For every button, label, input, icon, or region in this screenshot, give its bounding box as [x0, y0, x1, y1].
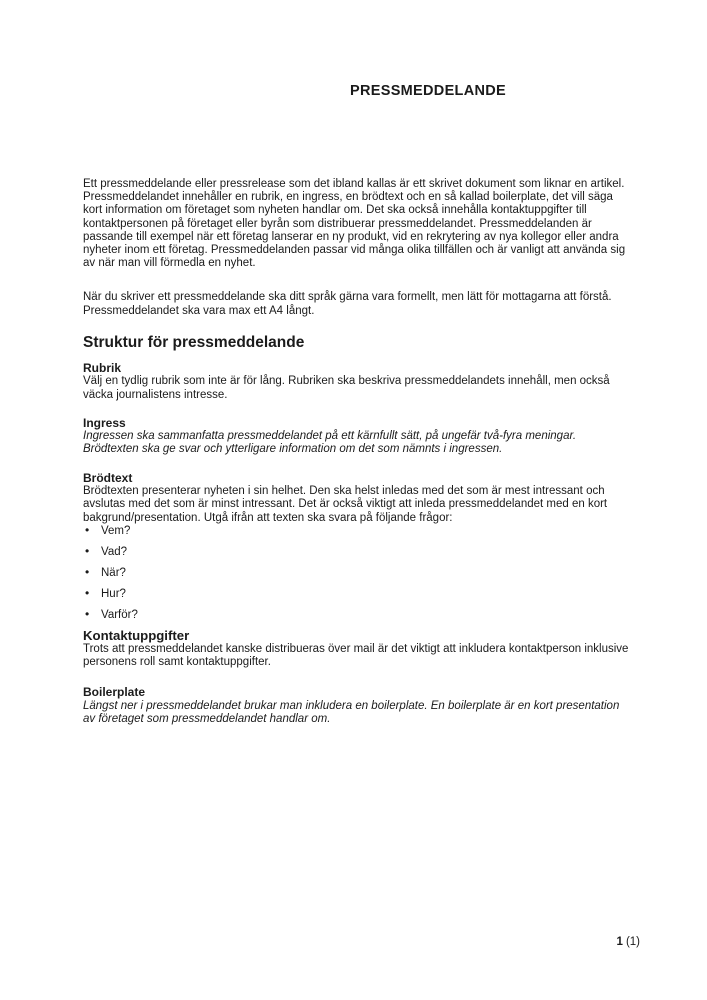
section-body-brodtext: Brödtexten presenterar nyheten i sin helhet. Den ska helst inledas med det som är mest intressant och avslutas med det som är minst intressant. Det är också viktigt att inleda pressmeddelandet med en kort bakgrund/presentation. Utgå ifrån att texten ska svara på följande frågor: [83, 485, 608, 524]
list-item: • Varför? [83, 609, 633, 622]
page-total: (1) [625, 936, 640, 948]
list-item: • Vem? [83, 525, 633, 538]
section-body-kontaktuppgifter: Trots att pressmeddelandet kanske distribueras över mail är det viktigt att inkludera kontaktperson inklusive personens roll samt kontaktuppgifter. [83, 642, 629, 669]
section-heading-boilerplate: Boilerplate [83, 685, 146, 700]
document-title: PRESSMEDDELANDE [350, 83, 506, 99]
list-item: • Vad? [83, 546, 633, 559]
list-item: • Hur? [83, 588, 633, 601]
question-bullet-list [83, 525, 633, 622]
page-number-footer [617, 936, 640, 949]
page-number: 1 [616, 936, 623, 948]
section-body-rubrik: Välj en tydlig rubrik som inte är för lång. Rubriken ska beskriva pressmeddelandets innehåll, men också väcka journalistens intresse. [83, 375, 610, 401]
section-body-ingress: Ingressen ska sammanfatta pressmeddelandet på ett kärnfullt sätt, på ungefär två-fyra meningar. Brödtexten ska ge svar och ytterligare information om det som nämnts i ingressen. [83, 430, 577, 456]
section-heading-ingress: Ingress [83, 415, 126, 430]
intro-paragraph-1: Ett pressmeddelande eller pressrelease som det ibland kallas är ett skrivet dokument som liknar en artikel. Pressmeddelandet innehåller en rubrik, en ingress, en brödtext och en så kallad boilerplate, det vill säga kort information om företaget som nyheten handlar om. Det ska också innehålla kontaktuppgifter till kontaktpersonen på företaget eller byrån som distribuerar pressmeddelandet. Pressmeddelanden är passande till exempel när ett företag lanserar en ny produkt, vid en rekrytering av nya kollegor eller andra nyheter inom ett företag. Pressmeddelanden passar vid många olika tillfällen och är vanligt att använda sig av när man vill förmedla en nyhet. [83, 178, 626, 270]
list-item: • När? [83, 567, 633, 580]
structure-heading: Struktur för pressmeddelande [83, 333, 305, 351]
section-body-boilerplate: Längst ner i pressmeddelandet brukar man inkludera en boilerplate. En boilerplate är en kort presentation av företaget som pressmeddelandet handlar om. [83, 699, 620, 726]
document-content [83, 0, 633, 726]
section-heading-rubrik: Rubrik [83, 360, 122, 375]
intro-paragraph-2: När du skriver ett pressmeddelande ska ditt språk gärna vara formellt, men lätt för mottagarna att förstå. Pressmeddelandet ska vara max ett A4 långt. [83, 291, 612, 317]
section-heading-brodtext: Brödtext [83, 470, 133, 485]
section-heading-kontaktuppgifter: Kontaktuppgifter [83, 627, 190, 643]
